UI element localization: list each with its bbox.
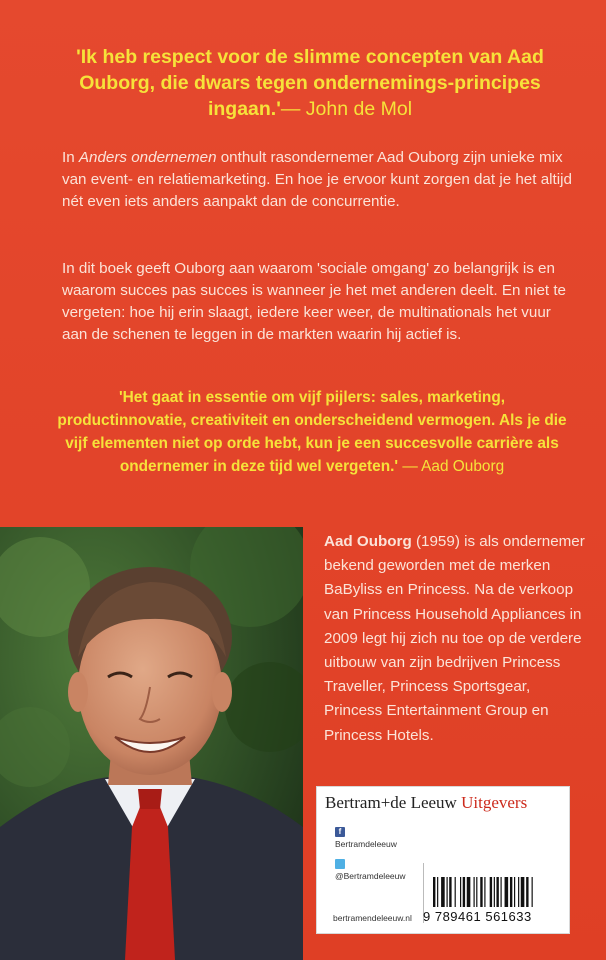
publisher-website: bertramendeleeuw.nl: [333, 913, 412, 923]
barcode: [433, 877, 561, 907]
twitter-handle: [335, 859, 406, 881]
intro-paragraph: [62, 147, 572, 213]
author-name: Aad Ouborg: [324, 533, 412, 550]
author-photo: [0, 527, 303, 960]
author-bio-text: (1959) is als ondernemer bekend geworden met de merken BaByliss en Princess. Na de verkoop van Princess Household Appliances in 2009 legt hij zich nu toe op de verdere uitbouw van zijn bedrijven Princess Traveller, Princess Sportsgear, Princess Entertainment Group en Princess Hotels.: [324, 533, 585, 744]
twitter-icon: [335, 859, 345, 869]
top-quote-attribution: — John de Mol: [280, 98, 413, 120]
twitter-text: @Bertramdeleeuw: [335, 871, 406, 881]
intro-post: onthult rasondernemer Aad Ouborg zijn unieke mix van event- en relatiemarketing. En hoe je ervoor kunt zorgen dat je het altijd nét even iets anders aanpakt dan de concurrentie.: [62, 149, 572, 210]
top-quote: [40, 44, 580, 122]
intro-pre: In: [62, 149, 79, 166]
bottom-quote-attribution: — Aad Ouborg: [402, 458, 505, 475]
facebook-text: Bertramdeleeuw: [335, 839, 397, 849]
publisher-logo: [325, 793, 527, 813]
isbn-number: 9 789461 561633: [423, 909, 532, 924]
facebook-handle: [335, 827, 397, 849]
bottom-quote: [54, 386, 570, 478]
publisher-box: [316, 786, 570, 934]
facebook-icon: f: [335, 827, 345, 837]
second-paragraph: In dit boek geeft Ouborg aan waarom 'sociale omgang' zo belangrijk is en waarom succes pas succes is wanneer je het met anderen deelt. En niet te vergeten: hoe hij erin slaagt, iedere keer weer, de multinationals het vuur aan de schenen te leggen in de markten waarin hij actief is.: [62, 260, 566, 343]
author-bio: [324, 530, 586, 748]
publisher-suffix: Uitgevers: [461, 793, 528, 812]
publisher-name: Bertram+de Leeuw: [325, 793, 457, 812]
bottom-quote-text: 'Het gaat in essentie om vijf pijlers: sales, marketing, productinnovatie, creativiteit en onderscheidend vermogen. Als je die vijf elementen niet op orde hebt, kun je een succesvolle carrière als ondernemer in deze tijd wel vergeten.': [57, 389, 567, 475]
book-title-italic: Anders ondernemen: [78, 149, 217, 166]
top-quote-text: 'Ik heb respect voor de slimme concepten van Aad Ouborg, die dwars tegen ondernemings-principes ingaan.': [76, 46, 544, 120]
